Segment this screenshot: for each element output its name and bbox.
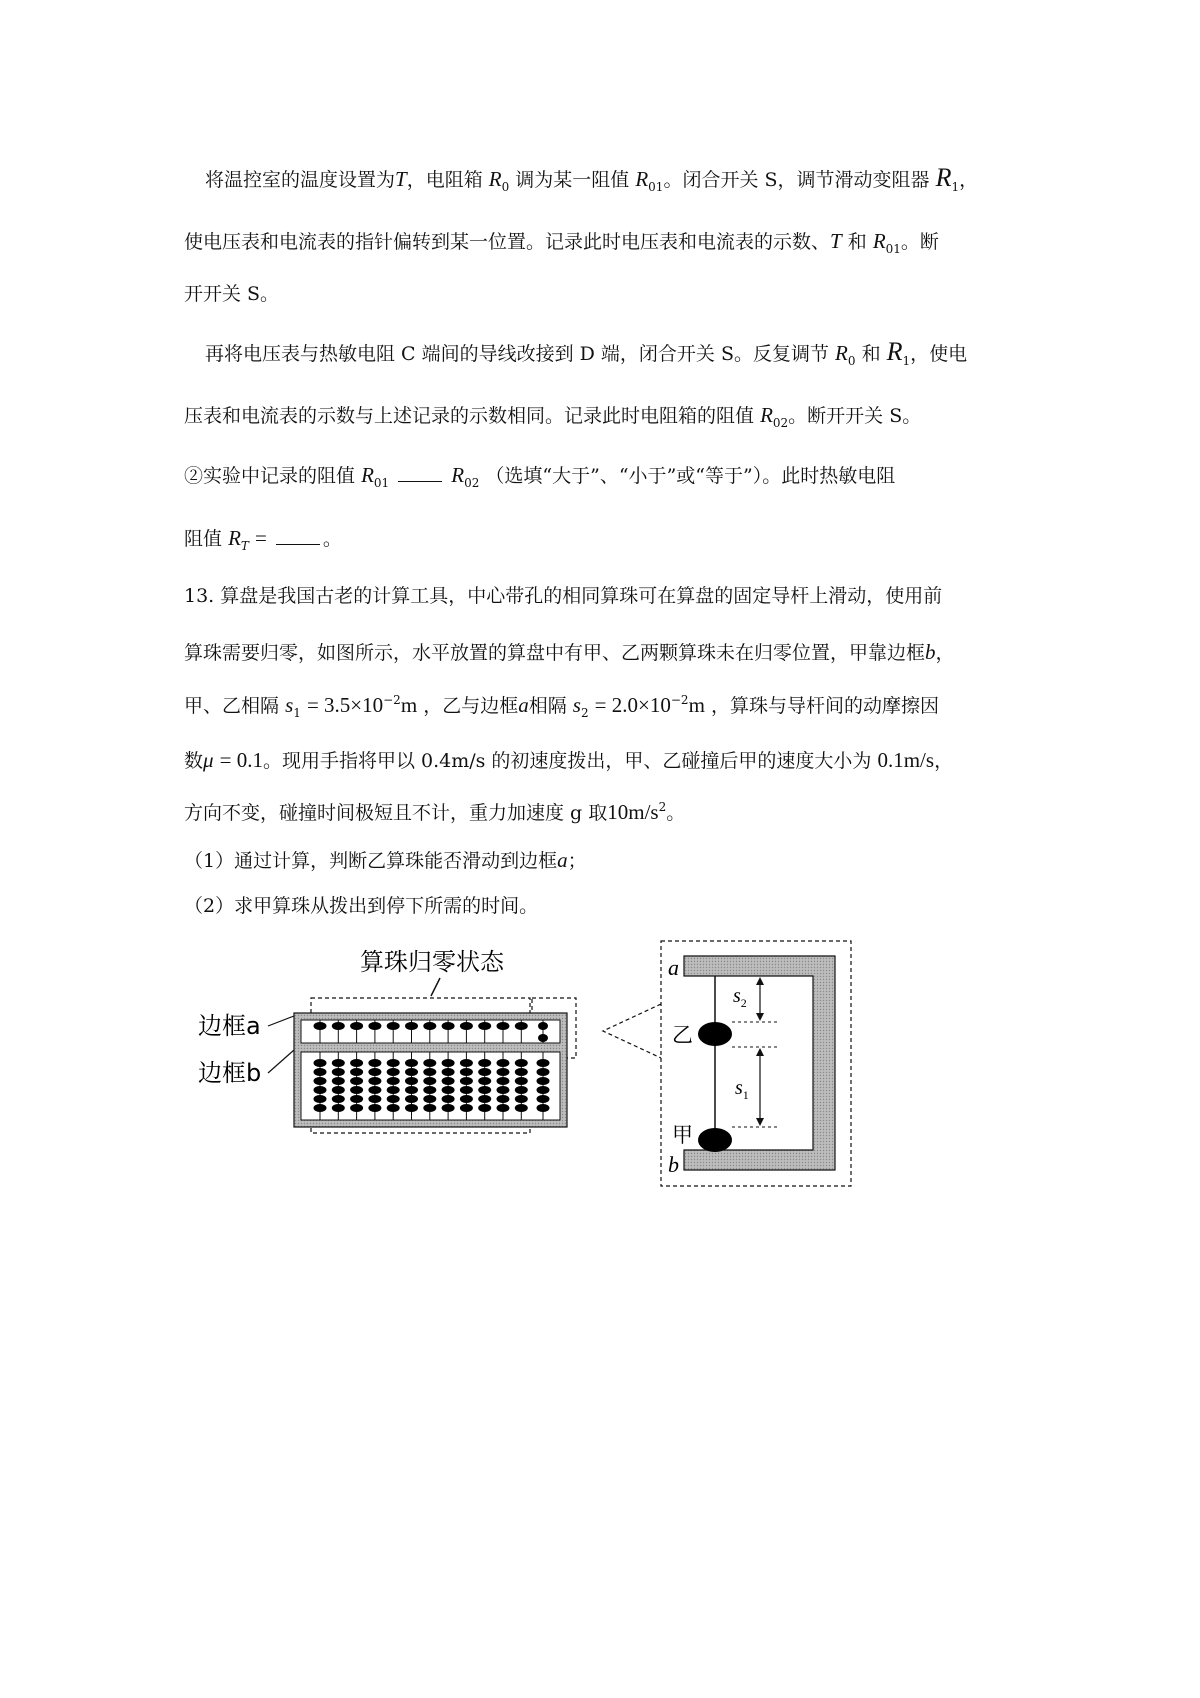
bead-lower <box>368 1068 381 1076</box>
label-s2: $s_2$ <box>733 985 747 1010</box>
bead-upper <box>478 1022 491 1030</box>
enlarged-label-a: a <box>668 955 679 980</box>
bead-upper <box>314 1022 327 1030</box>
bead-lower <box>332 1086 345 1094</box>
bead-lower <box>314 1104 327 1112</box>
bead-lower <box>314 1095 327 1103</box>
para-line-2: 使电压表和电流表的指针偏转到某一位置。记录此时电压表和电流表的示数、T 和 $R_{01}$。断 <box>184 229 939 256</box>
bead-lower <box>460 1086 473 1094</box>
q13-line-2: 算珠需要归零，如图所示，水平放置的算盘中有甲、乙两颗算珠未在归零位置，甲靠边框b， <box>184 640 955 664</box>
bead-lower <box>442 1104 455 1112</box>
bead-lower <box>423 1104 436 1112</box>
frame-b-label: 边框b <box>198 1059 262 1087</box>
figure-title: 算珠归零状态 <box>360 948 504 976</box>
bead-lower <box>460 1059 473 1067</box>
bead-lower <box>423 1059 436 1067</box>
q13-line-1: 13. 算盘是我国古老的计算工具，中心带孔的相同算珠可在算盘的固定导杆上滑动，使用前 <box>184 585 943 607</box>
bead-lower <box>460 1077 473 1085</box>
bead-lower <box>423 1077 436 1085</box>
zoom-connector <box>603 1004 661 1058</box>
bead-lower <box>405 1095 418 1103</box>
para-line-7: 阻值 $R_T$ = 。 <box>184 526 342 553</box>
bead-jia <box>698 1128 732 1152</box>
bead-lower <box>515 1059 528 1067</box>
bead-upper <box>405 1022 418 1030</box>
bead-lower <box>368 1095 381 1103</box>
bead-upper <box>387 1022 400 1030</box>
para-line-5: 压表和电流表的示数与上述记录的示数相同。记录此时电阻箱的阻值 $R_{02}$。断开开关 S。 <box>184 403 922 430</box>
bead-lower <box>497 1068 510 1076</box>
q13-line-4: 数μ = 0.1。现用手指将甲以 0.4m/s 的初速度拨出，甲、乙碰撞后甲的速度大小为 0.1m/s， <box>184 748 954 772</box>
s2-arrow <box>756 977 764 1021</box>
q13-sub-1: （1）通过计算，判断乙算珠能否滑动到边框a； <box>184 848 587 872</box>
bead-lower <box>368 1086 381 1094</box>
label-jia: 甲 <box>672 1123 693 1147</box>
bead-upper <box>442 1022 455 1030</box>
para-line-3: 开开关 S。 <box>184 283 280 305</box>
bead-lower <box>350 1077 363 1085</box>
bead-lower <box>515 1086 528 1094</box>
bead-lower <box>368 1077 381 1085</box>
frame-a-leader <box>268 1016 294 1026</box>
para-line-4: 再将电压表与热敏电阻 C 端间的导线改接到 D 端，闭合开关 S。反复调节 $R_0$ 和 $R_1$，使电 <box>205 337 968 368</box>
bead-lower <box>515 1095 528 1103</box>
label-s1: $s_1$ <box>735 1077 749 1102</box>
bead-lower <box>497 1059 510 1067</box>
bead-lower <box>537 1104 550 1112</box>
bead-lower <box>387 1077 400 1085</box>
bead-lower <box>332 1077 345 1085</box>
bead-upper <box>423 1022 436 1030</box>
bead-upper <box>515 1022 528 1030</box>
para-line-1: 将温控室的温度设置为T，电阻箱 $R_0$ 调为某一阻值 $R_{01}$。闭合开关 S，调节滑动变阻器 $R_1$， <box>205 163 979 194</box>
bead-lower <box>332 1095 345 1103</box>
q13-line-3: 甲、乙相隔 $s_1 = 3.5\times 10^{-2}m$ ，乙与边框a相隔 $s_2 = 2.0\times 10^{-2}m$ ，算珠与导杆间的动摩擦因 <box>184 693 939 720</box>
bead-lower <box>332 1059 345 1067</box>
bead-lower <box>350 1086 363 1094</box>
q13-sub-2: （2）求甲算珠从拨出到停下所需的时间。 <box>184 895 539 917</box>
bead-lower <box>332 1104 345 1112</box>
bead-lower <box>537 1059 550 1067</box>
bead-upper <box>538 1034 548 1042</box>
bead-lower <box>515 1068 528 1076</box>
bead-lower <box>350 1068 363 1076</box>
bead-lower <box>537 1086 550 1094</box>
bead-lower <box>387 1068 400 1076</box>
bead-lower <box>314 1059 327 1067</box>
bead-lower <box>387 1104 400 1112</box>
bead-lower <box>314 1068 327 1076</box>
bead-lower <box>387 1095 400 1103</box>
bead-lower <box>478 1068 491 1076</box>
bead-upper <box>538 1022 548 1030</box>
bead-lower <box>478 1095 491 1103</box>
bead-lower <box>387 1086 400 1094</box>
bead-lower <box>442 1068 455 1076</box>
bead-lower <box>314 1086 327 1094</box>
bead-lower <box>405 1104 418 1112</box>
bead-lower <box>423 1095 436 1103</box>
bead-lower <box>350 1059 363 1067</box>
bead-lower <box>515 1077 528 1085</box>
bead-lower <box>478 1086 491 1094</box>
bead-upper <box>350 1022 363 1030</box>
bead-lower <box>478 1059 491 1067</box>
label-yi: 乙 <box>672 1023 693 1047</box>
bead-lower <box>497 1077 510 1085</box>
bead-lower <box>515 1104 528 1112</box>
s1-arrow <box>756 1048 764 1126</box>
bead-lower <box>497 1104 510 1112</box>
bead-lower <box>442 1095 455 1103</box>
bead-lower <box>460 1068 473 1076</box>
bead-lower <box>460 1104 473 1112</box>
bead-yi <box>698 1022 732 1046</box>
bead-upper <box>332 1022 345 1030</box>
enlarged-label-b: b <box>668 1152 679 1177</box>
bead-lower <box>423 1086 436 1094</box>
bead-lower <box>350 1095 363 1103</box>
frame-a-label: 边框a <box>198 1012 261 1040</box>
title-pointer <box>431 978 440 996</box>
bead-lower <box>460 1095 473 1103</box>
bead-lower <box>478 1077 491 1085</box>
bead-upper <box>497 1022 510 1030</box>
bead-lower <box>405 1077 418 1085</box>
bead-lower <box>350 1104 363 1112</box>
bead-lower <box>537 1077 550 1085</box>
bead-lower <box>442 1086 455 1094</box>
para-line-6: ②实验中记录的阻值 $R_{01}$ $R_{02}$ （选填“大于”、“小于”或“等于”）。此时热敏电阻 <box>184 463 896 490</box>
bead-upper <box>460 1022 473 1030</box>
bead-lower <box>368 1059 381 1067</box>
bead-upper <box>368 1022 381 1030</box>
bead-lower <box>405 1086 418 1094</box>
bead-lower <box>497 1095 510 1103</box>
bead-lower <box>497 1086 510 1094</box>
bead-lower <box>332 1068 345 1076</box>
bead-lower <box>442 1077 455 1085</box>
bead-lower <box>405 1068 418 1076</box>
q13-line-5: 方向不变，碰撞时间极短且不计，重力加速度 g 取$10m/s^2$。 <box>184 800 686 824</box>
bead-lower <box>405 1059 418 1067</box>
frame-b-leader <box>268 1050 294 1073</box>
bead-lower <box>442 1059 455 1067</box>
bead-lower <box>537 1095 550 1103</box>
bead-lower <box>537 1068 550 1076</box>
bead-lower <box>423 1068 436 1076</box>
bead-lower <box>314 1077 327 1085</box>
bead-lower <box>387 1059 400 1067</box>
bead-lower <box>368 1104 381 1112</box>
bead-lower <box>478 1104 491 1112</box>
